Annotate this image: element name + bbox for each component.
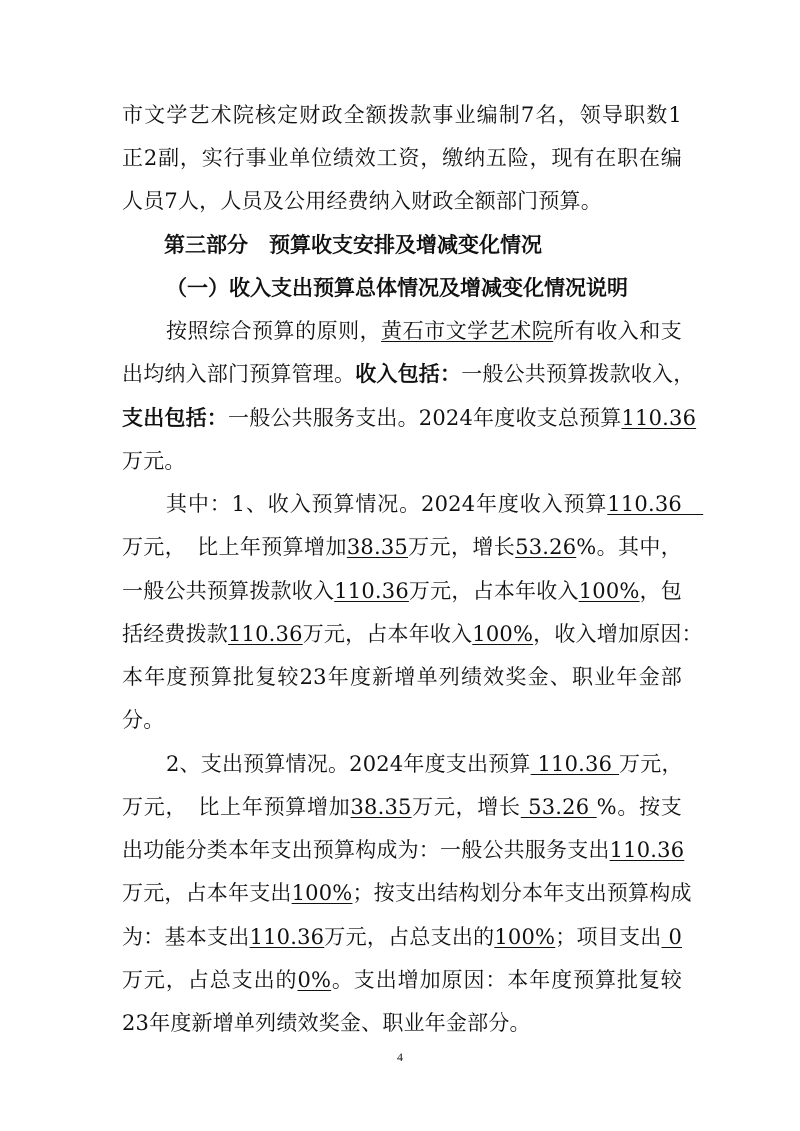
text: 市文学艺术院核定财政全额拨款事业编制7名，领导职数1: [122, 103, 682, 127]
text: 人员7人，人员及公用经费纳入财政全额部门预算。: [122, 189, 602, 213]
expense-growth-value: 53.26: [520, 795, 597, 819]
text-line: 括经费拨款110.36万元，占本年收入100%，收入增加原因：: [122, 622, 703, 646]
expense-budget-value: 110.36: [530, 752, 620, 776]
text-line: 支出包括：一般公共服务支出。2024年度收支总预算110.36: [122, 406, 697, 430]
total-budget-value: 110.36: [621, 406, 697, 430]
text-line: 万元， 比上年预算增加38.35万元，增长 53.26 %。按支: [122, 795, 682, 819]
organization-name: 黄石市文学艺术院: [381, 319, 554, 343]
text-line: 一般公共预算拨款收入110.36万元，占本年收入100%，包: [122, 579, 682, 603]
funding-share: 100%: [472, 622, 534, 646]
income-increase-value: 38.35: [346, 535, 408, 559]
text-line: 万元， 比上年预算增加38.35万元，增长53.26%。其中，: [122, 535, 682, 559]
text-line: 万元，占本年支出100%；按支出结构划分本年支出预算构成: [122, 881, 692, 905]
public-service-expense-value: 110.36: [609, 838, 685, 862]
basic-expense-value: 110.36: [249, 925, 325, 949]
public-service-expense-share: 100%: [291, 881, 353, 905]
text-line: 万元。: [122, 449, 186, 473]
project-expense-share: 0%: [297, 968, 332, 992]
public-budget-share: 100%: [578, 579, 640, 603]
page-number: 4: [397, 1050, 403, 1064]
funding-value: 110.36: [228, 622, 303, 646]
income-budget-value: 110.36: [607, 492, 704, 516]
text-line: 按照综合预算的原则，黄石市文学艺术院所有收入和支: [166, 319, 682, 343]
text-line: 本年度预算批复较23年度新增单列绩效奖金、职业年金部: [122, 665, 682, 689]
expense-increase-value: 38.35: [350, 795, 412, 819]
basic-expense-share: 100%: [494, 925, 556, 949]
section-heading: 第三部分 预算收支安排及增减变化情况: [164, 233, 542, 257]
project-expense-value: 0: [661, 925, 683, 949]
subsection-heading: （一）收入支出预算总体情况及增减变化情况说明: [166, 276, 628, 300]
text-line: 2、支出预算情况。2024年度支出预算 110.36 万元，: [166, 752, 683, 776]
income-label: 收入包括：: [355, 362, 462, 386]
text-line: 分。: [122, 708, 165, 732]
text-line: 23年度新增单列绩效奖金、职业年金部分。: [122, 1011, 531, 1035]
text-line: 出均纳入部门预算管理。收入包括：一般公共预算拨款收入，: [122, 362, 695, 386]
text-line: 其中：1、收入预算情况。2024年度收入预算110.36: [166, 492, 704, 516]
public-budget-value: 110.36: [334, 579, 409, 603]
text: 正2副，实行事业单位绩效工资，缴纳五险，现有在职在编: [122, 146, 682, 170]
text-line: 万元，占总支出的0%。支出增加原因：本年度预算批复较: [122, 968, 683, 992]
text-line: 出功能分类本年支出预算构成为：一般公共服务支出110.36: [122, 838, 685, 862]
text-line: 为：基本支出110.36万元，占总支出的100%；项目支出 0: [122, 925, 683, 949]
expense-label: 支出包括：: [122, 406, 228, 430]
income-growth-value: 53.26: [515, 535, 577, 559]
